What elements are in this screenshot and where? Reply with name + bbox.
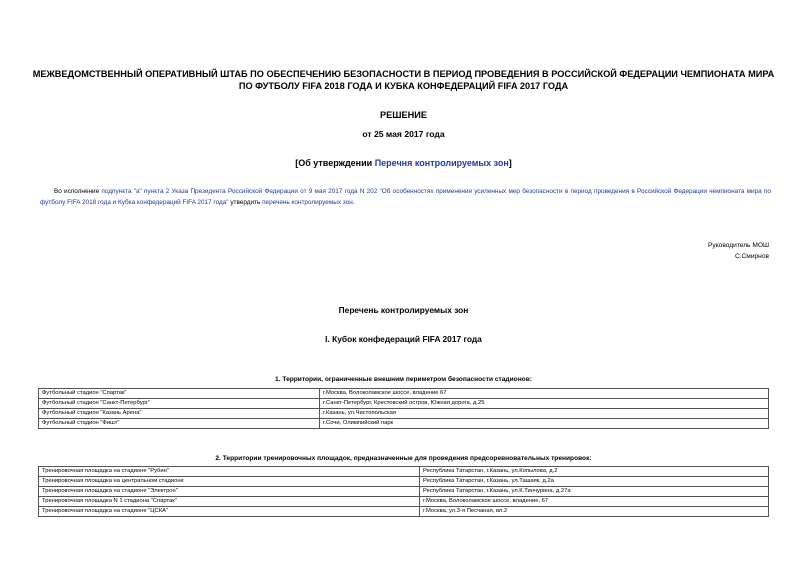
table2-caption: 2. Территории тренировочных площадок, предназначенные для проведения предсоревновательных тренировок: — [215, 455, 592, 462]
table-cell: г.Казань, ул.Чистопольская — [320, 409, 769, 419]
subject-suffix: ] — [508, 158, 512, 168]
paragraph-text-2: утвердить — [228, 199, 263, 206]
table-row — [39, 487, 769, 497]
table1-caption: 1. Территории, ограниченные внешним периметром безопасности стадионов: — [275, 376, 532, 383]
table-cell: г.Санкт-Петербург, Крестовский остров, Южная дорога, д.25 — [320, 399, 769, 409]
document-date: от 25 мая 2017 года — [362, 129, 445, 139]
list-title: Перечень контролируемых зон — [338, 305, 469, 315]
training-grounds-table — [38, 466, 769, 517]
signer-position: Руководитель МОШ — [708, 242, 769, 249]
paragraph-text-1: Во исполнение — [54, 188, 102, 195]
signature-block — [708, 240, 769, 262]
table-row — [39, 409, 769, 419]
signer-name: С.Смирнов — [734, 253, 769, 260]
table-row — [39, 399, 769, 409]
table-cell: Тренировочная площадка на стадионе "Рубин" — [39, 467, 420, 477]
document-type: РЕШЕНИЕ — [380, 110, 427, 120]
document-subject — [0, 158, 807, 168]
subject-link[interactable]: Перечня контролируемых зон — [374, 158, 509, 168]
decision-paragraph — [40, 186, 771, 208]
table-cell: Футбольный стадион "Спартак" — [39, 389, 320, 399]
table-row — [39, 419, 769, 429]
organization-title: МЕЖВЕДОМСТВЕННЫЙ ОПЕРАТИВНЫЙ ШТАБ ПО ОБЕСПЕЧЕНИЮ БЕЗОПАСНОСТИ В ПЕРИОД ПРОВЕДЕНИЯ В РОССИЙСКОЙ ФЕДЕРАЦИИ ЧЕМПИОНАТА МИРА ПО ФУТБОЛУ FIFA 2018 ГОДА И КУБКА КОНФЕДЕРАЦИЙ FIFA 2017 ГОДА — [32, 69, 775, 91]
table-cell: Футбольный стадион "Санкт-Петербург" — [39, 399, 320, 409]
table-cell: г.Москва, Волоколамское шоссе, владение, 67 — [420, 497, 769, 507]
paragraph-text-3: . — [352, 199, 355, 206]
zones-list-link[interactable]: перечень контролируемых зон — [262, 199, 353, 206]
subject-prefix: [Об утверждении — [295, 158, 375, 168]
decree-link[interactable]: подпункта "а" пункта 2 Указа Президента Российской Федерации от 9 мая 2017 года N 202 "Об особенностях применения усиленных мер безопасности в период проведения в Российской Федерации чемпионата мира по футболу FIFA 2018 года и Кубка конфедераций FIFA 2017 года" — [40, 188, 771, 206]
table-cell: Футбольный стадион "Казань Арена" — [39, 409, 320, 419]
table-cell: Тренировочная площадка на центральном стадионе — [39, 477, 420, 487]
stadiums-table — [38, 388, 769, 429]
table-cell: г.Сочи, Олимпийский парк — [320, 419, 769, 429]
table-cell: Республика Татарстан, г.Казань, ул.К.Тинчурина, д.27а — [420, 487, 769, 497]
table-row — [39, 497, 769, 507]
table-row — [39, 507, 769, 517]
table-cell: Футбольный стадион "Фишт" — [39, 419, 320, 429]
table-row — [39, 477, 769, 487]
table-cell: Республика Татарстан, г.Казань, ул.Ташаяк, д.2а — [420, 477, 769, 487]
table-row — [39, 389, 769, 399]
table-cell: Тренировочная площадка N 1 стадиона "Спартак" — [39, 497, 420, 507]
section-heading: I. Кубок конфедераций FIFA 2017 года — [325, 334, 482, 344]
table-cell: Тренировочная площадка на стадионе "ЦСКА" — [39, 507, 420, 517]
table-cell: г.Москва, ул.3-я Песчаная, вл.2 — [420, 507, 769, 517]
table-cell: Тренировочная площадка на стадионе "Электрон" — [39, 487, 420, 497]
table-row — [39, 467, 769, 477]
table-cell: г.Москва, Волоколамское шоссе, владение 67 — [320, 389, 769, 399]
table-cell: Республика Татарстан, г.Казань, ул.Копылова, д.2 — [420, 467, 769, 477]
